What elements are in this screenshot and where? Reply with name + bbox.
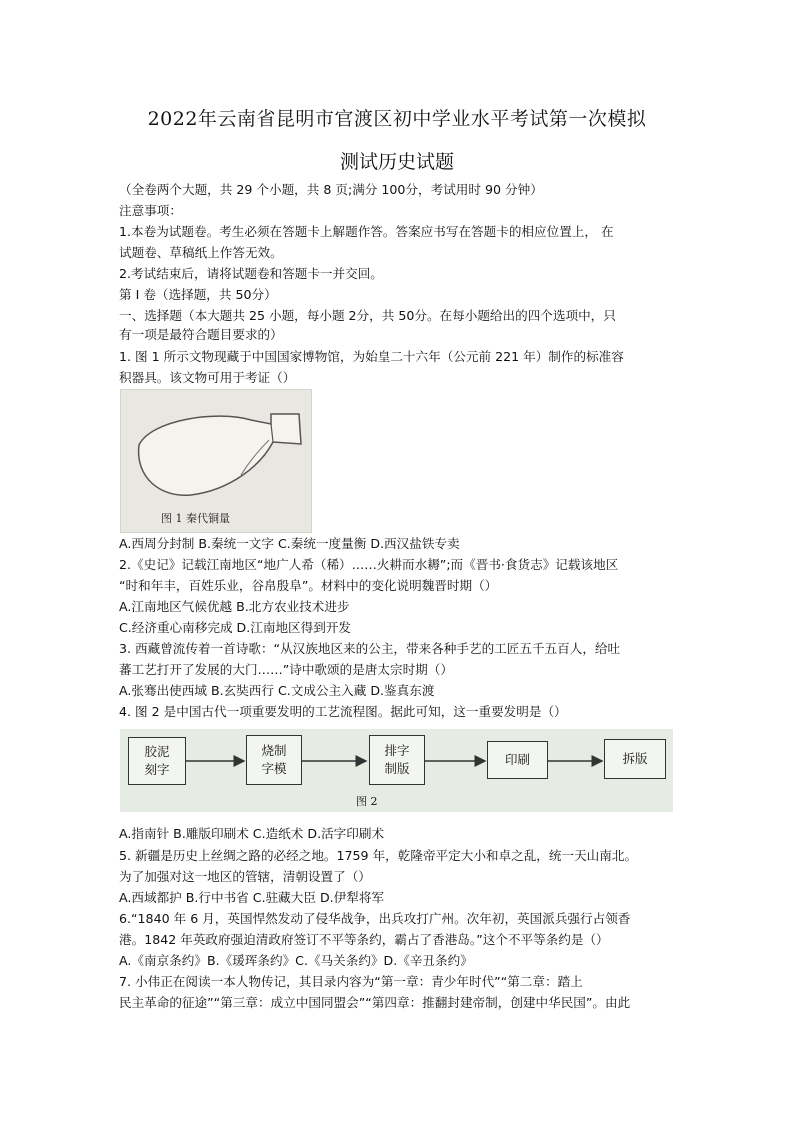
exam-title-line2: 测试历史试题 (339, 151, 454, 173)
question-2-options-cd: C.经济重心南移完成 D.江南地区得到开发 (119, 620, 352, 635)
question-3-stem: 3. 西藏曾流传着一首诗歌：“从汉族地区来的公主，带来各种手艺的工匠五千五百人，给吐 (119, 641, 621, 656)
figure-2-caption: 图 2 (356, 795, 378, 808)
question-1-stem-cont: 积器具。该文物可用于考证（） (119, 370, 296, 385)
question-5-stem-cont: 为了加强对这一地区的管辖，清朝设置了（） (119, 869, 371, 884)
question-1-stem: 1. 图 1 所示文物现藏于中国国家博物馆，为始皇二十六年（公元前 221 年）制作的标准容 (119, 349, 624, 364)
question-4-stem: 4. 图 2 是中国古代一项重要发明的工艺流程图。据此可知，这一重要发明是（） (119, 704, 567, 719)
question-2-stem-cont: “时和年丰，百姓乐业，谷帛殷阜”。材料中的变化说明魏晋时期（） (119, 578, 498, 593)
question-4-options: A.指南针 B.雕版印刷术 C.造纸术 D.活字印刷术 (119, 826, 385, 841)
question-7-stem: 7. 小伟正在阅读一本人物传记，其目录内容为“第一章：青少年时代”“第二章：踏上 (119, 974, 583, 989)
question-5-options: A.西域都护 B.行中书省 C.驻藏大臣 D.伊犁将军 (119, 890, 385, 905)
question-2-stem: 2.《史记》记载江南地区“地广人希（稀）……火耕而水耨”;而《晋书·食货志》记载该地区 (119, 557, 619, 572)
section-instructions-cont: 有一项是最符合题目要求的） (119, 327, 283, 342)
flow-step-printing: 印刷 (487, 741, 548, 779)
exam-title-line1: 2022年云南省昆明市官渡区初中学业水平考试第一次模拟 (147, 108, 647, 130)
exam-info: （全卷两个大题，共 29 个小题，共 8 页;满分 100分，考试用时 90 分钟） (119, 182, 543, 197)
figure-1-bronze-measure (120, 389, 312, 533)
section-instructions: 一、选择题（本大题共 25 小题，每小题 2分，共 50分。在每小题给出的四个选项中，只 (119, 308, 616, 323)
question-6-stem: 6.“1840 年 6 月，英国悍然发动了侵华战争，出兵攻打广州。次年初，英国派兵强行占领香 (119, 911, 631, 926)
notice-item-1-cont: 试题卷、草稿纸上作答无效。 (119, 245, 283, 260)
question-3-stem-cont: 蕃工艺打开了发展的大门……”诗中歌颂的是唐太宗时期（） (119, 662, 453, 677)
question-6-options: A.《南京条约》B.《瑗珲条约》C.《马关条约》D.《辛丑条约》 (119, 953, 473, 968)
figure-1-caption: 图 1 秦代铜量 (161, 512, 230, 525)
notice-item-1: 1.本卷为试题卷。考生必须在答题卡上解题作答。答案应书写在答题卡的相应位置上， 在 (119, 224, 614, 239)
flow-step-disassemble: 拆版 (604, 739, 666, 779)
flow-step-typesetting: 排字 制版 (369, 735, 425, 785)
question-3-options: A.张骞出使西域 B.玄奘西行 C.文成公主入藏 D.鉴真东渡 (119, 683, 435, 698)
question-2-options-ab: A.江南地区气候优越 B.北方农业技术进步 (119, 599, 350, 614)
notice-heading: 注意事项： (119, 203, 182, 218)
question-6-stem-cont: 港。1842 年英政府强迫清政府签订不平等条约，霸占了香港岛。”这个不平等条约是（） (119, 932, 609, 947)
question-7-stem-cont: 民主革命的征途”“第三章：成立中国同盟会”“第四章：推翻封建帝制，创建中华民国”。由此 (119, 995, 631, 1010)
flow-step-clay-carving: 胶泥 刻字 (128, 737, 186, 785)
notice-item-2: 2.考试结束后，请将试题卷和答题卡一并交回。 (119, 266, 383, 281)
section-heading: 第 I 卷（选择题，共 50分） (119, 287, 277, 302)
figure-2-process-flow (120, 729, 673, 812)
flow-step-fire-type: 烧制 字模 (246, 735, 302, 785)
question-1-options: A.西周分封制 B.秦统一文字 C.秦统一度量衡 D.西汉盐铁专卖 (119, 536, 460, 551)
question-5-stem: 5. 新疆是历史上丝绸之路的必经之地。1759 年，乾隆帝平定大小和卓之乱，统一天山南北。 (119, 848, 638, 863)
